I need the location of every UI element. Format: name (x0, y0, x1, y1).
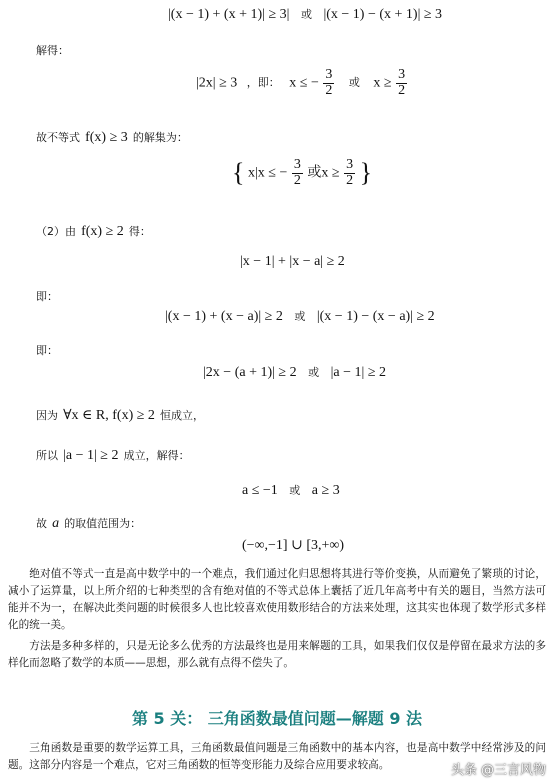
x-ge: x ≥ (373, 75, 392, 91)
equation-left: |(x − 1) + (x + 1)| ≥ 3| (168, 7, 290, 22)
f-inequality-2: f(x) ≥ 2 (81, 224, 124, 239)
ji-label: 即： (36, 344, 58, 357)
section-heading: 第 5 关： 三角函数最值问题—解题 9 法 (131, 709, 423, 728)
because-line: 因为 ∀x ∈ R, f(x) ≥ 2 恒成立， (36, 408, 205, 423)
ji-word: ，即： (246, 76, 280, 90)
range-label: 故 a 的取值范围为： (36, 516, 142, 531)
equation-line-c: |2x − (a + 1)| ≥ 2 或 |a − 1| ≥ 2 (203, 365, 387, 380)
equation-right: |(x − 1) − (x + 1)| ≥ 3 (323, 7, 443, 22)
range-set: (−∞,−1] ∪ [3,+∞) (242, 538, 345, 553)
so-line: 所以 |a − 1| ≥ 2 成立，解得： (36, 448, 190, 463)
f-inequality: f(x) ≥ 3 (85, 130, 128, 145)
part-2-intro: （2）由 f(x) ≥ 2 得： (36, 224, 151, 239)
fraction-three-halves: $\frac{3}{2}$ (293, 157, 301, 188)
or-word: 或 (300, 8, 312, 21)
fraction-three-halves: $\frac{3}{2}$ (398, 67, 406, 98)
paragraph-method: 方法是多种多样的，只是无论多么优秀的方法最终也是用来解题的工具，如果我们仅仅是停留在最求方法的多样化而忽略了数学的本质——思想，那么就有点得不偿失了。 (8, 640, 546, 669)
equation-line-1 (168, 6, 442, 23)
solution-set: { x|x ≤ − $\frac{3}{2}$ 或x ≥ $\frac{3}{2}$ } (232, 157, 373, 188)
a-solution: a ≤ −1 或 a ≥ 3 (242, 483, 340, 498)
paragraph-summary: 绝对值不等式一直是高中数学中的一个难点，我们通过化归思想将其进行等价变换，从而避免了繁琐的讨论，减小了运算量，以上所介绍的七种类型的含有绝对值的不等式总体上囊括了近几年高考中有关的题目，当然方法可能并不为一，在解决此类问题的时候很多人也比较喜欢使用数形结合的方法来处理，这其实也体现了数学形式多样化的统一美。 (8, 568, 546, 631)
paragraph-trig-intro: 三角函数是重要的数学运算工具，三角函数最值问题是三角函数中的基本内容，也是高中数学中经常涉及的问题。这部分内容是一个难点，它对三角函数的恒等变形能力及综合应用要求较高。 (8, 742, 546, 771)
ji-label: 即： (36, 290, 58, 303)
equation-line-3 (196, 68, 408, 98)
x-le: x ≤ − (289, 75, 319, 91)
or-word: 或 (348, 76, 360, 90)
inequality-2: |x − 1| + |x − a| ≥ 2 (240, 254, 345, 269)
watermark: 头条 @三言风物 (450, 763, 546, 778)
equation-line-b: |(x − 1) + (x − a)| ≥ 2 或 |(x − 1) − (x − a)| ≥ 2 (165, 309, 435, 324)
jiede-label: 解得： (36, 44, 69, 57)
forall-statement: ∀x ∈ R, f(x) ≥ 2 (63, 408, 155, 423)
solution-set-label: 故不等式 f(x) ≥ 3 的解集为： (36, 130, 188, 145)
fraction-three-halves: $\frac{3}{2}$ (325, 67, 333, 98)
fraction-three-halves: $\frac{3}{2}$ (346, 157, 354, 188)
abs-2x: |2x| ≥ 3 (196, 75, 238, 91)
